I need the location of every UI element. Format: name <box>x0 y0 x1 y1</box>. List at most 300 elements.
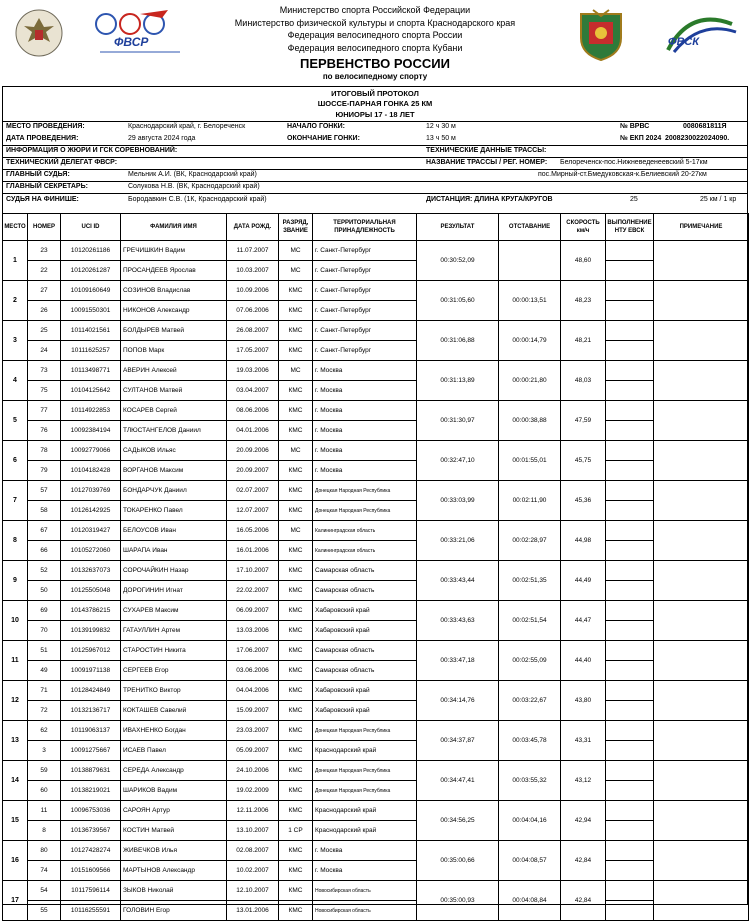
venue-label: МЕСТО ПРОВЕДЕНИЯ: <box>6 123 85 130</box>
name-cell: ПРОСАНДЕЕВ Ярослав <box>121 261 227 281</box>
uci-id-cell: 10091550301 <box>61 301 121 321</box>
name-cell: КОКТАШЕВ Савелий <box>121 701 227 721</box>
number-cell: 78 <box>28 441 61 461</box>
jury-label: ИНФОРМАЦИЯ О ЖЮРИ И ГСК СОРЕВНОВАНИЙ: <box>6 147 178 154</box>
number-cell: 76 <box>28 421 61 441</box>
dob-cell: 12.11.2006 <box>227 801 279 821</box>
dob-cell: 05.09.2007 <box>227 741 279 761</box>
name-cell: БЕЛОУСОВ Иван <box>121 521 227 541</box>
region-cell: г. Санкт-Петербург <box>313 321 417 341</box>
name-cell: АВЕРИН Алексей <box>121 361 227 381</box>
number-cell: 62 <box>28 721 61 741</box>
speed-cell: 43,12 <box>561 761 606 801</box>
gap-cell <box>499 241 561 281</box>
organizer-line: Федерация велосипедного спорта России <box>287 30 463 40</box>
uci-id-cell: 10120261186 <box>61 241 121 261</box>
track-name-value: Белореченск-пос.Нижневеденеевский 5-17км <box>560 159 708 166</box>
table-row <box>3 381 749 401</box>
place-cell: 16 <box>3 841 28 881</box>
vrvs-value: 0080681811Я <box>683 123 727 130</box>
table-row <box>3 281 749 301</box>
name-cell: ВОРГАНОВ Максим <box>121 461 227 481</box>
table-row <box>3 621 749 641</box>
distance-label: ДИСТАНЦИЯ: ДЛИНА КРУГА/КРУГОВ <box>426 196 553 203</box>
rank-cell: КМС <box>279 721 313 741</box>
speed-cell: 45,36 <box>561 481 606 521</box>
place-cell: 10 <box>3 601 28 641</box>
result-cell: 00:31:06,88 <box>417 321 499 361</box>
rank-cell: КМС <box>279 681 313 701</box>
table-row <box>3 321 749 341</box>
dob-cell: 17.10.2007 <box>227 561 279 581</box>
uci-id-cell: 10096753036 <box>61 801 121 821</box>
table-row <box>3 641 749 661</box>
place-cell: 1 <box>3 241 28 281</box>
dob-cell: 24.10.2006 <box>227 761 279 781</box>
uci-id-cell: 10128424849 <box>61 681 121 701</box>
region-cell: г. Москва <box>313 381 417 401</box>
region-cell: г. Москва <box>313 441 417 461</box>
gap-cell: 00:03:45,78 <box>499 721 561 761</box>
region-cell: г. Москва <box>313 401 417 421</box>
place-cell: 4 <box>3 361 28 401</box>
uci-id-cell: 10138879631 <box>61 761 121 781</box>
ntu-cell <box>606 781 654 801</box>
region-cell: г. Санкт-Петербург <box>313 281 417 301</box>
speed-cell: 42,94 <box>561 801 606 841</box>
number-cell: 59 <box>28 761 61 781</box>
name-cell: ЗЫКОВ Николай <box>121 881 227 901</box>
dob-cell: 10.09.2006 <box>227 281 279 301</box>
dob-cell: 13.01.2006 <box>227 901 279 921</box>
rank-cell: МС <box>279 241 313 261</box>
result-cell: 00:34:56,25 <box>417 801 499 841</box>
number-cell: 23 <box>28 241 61 261</box>
ntu-cell <box>606 881 654 901</box>
fvsr-logo-icon <box>80 10 190 54</box>
speed-cell: 44,98 <box>561 521 606 561</box>
dob-cell: 17.05.2007 <box>227 341 279 361</box>
result-cell: 00:33:03,99 <box>417 481 499 521</box>
name-cell: ИВАХНЕНКО Богдан <box>121 721 227 741</box>
rank-cell: КМС <box>279 561 313 581</box>
result-cell: 00:34:14,76 <box>417 681 499 721</box>
region-cell: Донецкая Народная Республика <box>313 481 417 501</box>
gap-cell: 00:03:55,32 <box>499 761 561 801</box>
uci-id-cell: 10116255591 <box>61 901 121 921</box>
rank-cell: КМС <box>279 601 313 621</box>
number-cell: 69 <box>28 601 61 621</box>
rank-cell: КМС <box>279 421 313 441</box>
divider <box>2 157 748 158</box>
name-cell: КОСАРЕВ Сергей <box>121 401 227 421</box>
number-cell: 75 <box>28 381 61 401</box>
ntu-cell <box>606 901 654 921</box>
number-cell: 57 <box>28 481 61 501</box>
divider <box>2 181 748 182</box>
number-cell: 77 <box>28 401 61 421</box>
note-cell <box>654 801 749 841</box>
ntu-cell <box>606 621 654 641</box>
place-cell: 6 <box>3 441 28 481</box>
name-cell: СОЗИНОВ Владислав <box>121 281 227 301</box>
table-row <box>3 561 749 581</box>
number-cell: 71 <box>28 681 61 701</box>
name-cell: ГАТАУЛЛИН Артем <box>121 621 227 641</box>
region-cell: Хабаровский край <box>313 681 417 701</box>
region-cell: Донецкая Народная Республика <box>313 761 417 781</box>
table-row <box>3 541 749 561</box>
name-cell: ТОКАРЕНКО Павел <box>121 501 227 521</box>
dob-cell: 19.02.2009 <box>227 781 279 801</box>
table-row <box>3 781 749 801</box>
number-cell: 80 <box>28 841 61 861</box>
note-cell <box>654 241 749 281</box>
note-cell <box>654 561 749 601</box>
number-cell: 66 <box>28 541 61 561</box>
organizer-line: Федерация велосипедного спорта Кубани <box>287 42 463 53</box>
col-result: РЕЗУЛЬТАТ <box>417 214 499 241</box>
date-value: 29 августа 2024 года <box>128 135 196 142</box>
dob-cell: 02.08.2007 <box>227 841 279 861</box>
name-cell: БОЛДЫРЕВ Матвей <box>121 321 227 341</box>
rank-cell: КМС <box>279 501 313 521</box>
place-cell: 9 <box>3 561 28 601</box>
place-cell: 14 <box>3 761 28 801</box>
table-row <box>3 821 749 841</box>
number-cell: 70 <box>28 621 61 641</box>
table-row <box>3 801 749 821</box>
place-cell: 17 <box>3 881 28 921</box>
result-cell: 00:31:30,97 <box>417 401 499 441</box>
divider <box>2 121 748 122</box>
start-label: НАЧАЛО ГОНКИ: <box>287 123 345 130</box>
rank-cell: КМС <box>279 861 313 881</box>
name-cell: ШАРАПА Иван <box>121 541 227 561</box>
ntu-cell <box>606 401 654 421</box>
rank-cell: КМС <box>279 381 313 401</box>
region-cell: Самарская область <box>313 581 417 601</box>
fvsr-logo-text: ФВСР <box>114 35 149 49</box>
name-cell: ТРЕНИТКО Виктор <box>121 681 227 701</box>
region-cell: Хабаровский край <box>313 601 417 621</box>
result-cell: 00:31:13,89 <box>417 361 499 401</box>
speed-cell: 45,75 <box>561 441 606 481</box>
gap-cell: 00:04:08,57 <box>499 841 561 881</box>
chief-judge-value: Мельник А.И. (ВК, Краснодарский край) <box>128 171 257 178</box>
uci-id-cell: 10138219021 <box>61 781 121 801</box>
region-cell: Новосибирская область <box>313 901 417 921</box>
ntu-cell <box>606 861 654 881</box>
ntu-cell <box>606 501 654 521</box>
ekp-value: 2008230022024090. <box>665 135 730 142</box>
name-cell: САРОЯН Артур <box>121 801 227 821</box>
table-row <box>3 261 749 281</box>
dob-cell: 13.10.2007 <box>227 821 279 841</box>
table-row <box>3 441 749 461</box>
rank-cell: КМС <box>279 661 313 681</box>
name-cell: НИКОНОВ Александр <box>121 301 227 321</box>
region-cell: г. Санкт-Петербург <box>313 241 417 261</box>
dob-cell: 17.06.2007 <box>227 641 279 661</box>
number-cell: 24 <box>28 341 61 361</box>
name-cell: САДЫКОВ Ильяс <box>121 441 227 461</box>
dob-cell: 19.03.2006 <box>227 361 279 381</box>
number-cell: 22 <box>28 261 61 281</box>
rank-cell: 1 СР <box>279 821 313 841</box>
col-uci-id: UCI ID <box>61 214 121 241</box>
finish-judge-label: СУДЬЯ НА ФИНИШЕ: <box>6 196 79 203</box>
ntu-cell <box>606 341 654 361</box>
dob-cell: 07.06.2006 <box>227 301 279 321</box>
number-cell: 79 <box>28 461 61 481</box>
uci-id-cell: 10105272060 <box>61 541 121 561</box>
result-cell: 00:35:00,66 <box>417 841 499 881</box>
col-place: МЕСТО <box>3 214 28 241</box>
dob-cell: 06.09.2007 <box>227 601 279 621</box>
dob-cell: 12.07.2007 <box>227 501 279 521</box>
name-cell: ДОРОГИНИН Игнат <box>121 581 227 601</box>
table-row <box>3 501 749 521</box>
region-cell: Хабаровский край <box>313 621 417 641</box>
region-cell: Хабаровский край <box>313 701 417 721</box>
note-cell <box>654 601 749 641</box>
place-cell: 15 <box>3 801 28 841</box>
table-row <box>3 241 749 261</box>
note-cell <box>654 281 749 321</box>
name-cell: СОРОЧАЙКИН Назар <box>121 561 227 581</box>
rank-cell: КМС <box>279 401 313 421</box>
ntu-cell <box>606 641 654 661</box>
result-cell: 00:33:21,06 <box>417 521 499 561</box>
finish-judge-value: Бородавкин С.В. (1К, Краснодарский край) <box>128 196 267 203</box>
organizers <box>185 4 565 54</box>
name-cell: СУЛТАНОВ Матвей <box>121 381 227 401</box>
place-cell: 13 <box>3 721 28 761</box>
rank-cell: КМС <box>279 281 313 301</box>
rank-cell: КМС <box>279 321 313 341</box>
gap-cell: 00:00:21,80 <box>499 361 561 401</box>
ntu-cell <box>606 741 654 761</box>
protocol-title: ИТОГОВЫЙ ПРОТОКОЛ <box>331 89 419 98</box>
uci-id-cell: 10117596114 <box>61 881 121 901</box>
dob-cell: 20.09.2006 <box>227 441 279 461</box>
place-cell: 2 <box>3 281 28 321</box>
region-cell: Самарская область <box>313 661 417 681</box>
ekp-label: № ЕКП 2024 <box>620 135 662 142</box>
dob-cell: 15.09.2007 <box>227 701 279 721</box>
gap-cell: 00:00:13,51 <box>499 281 561 321</box>
rank-cell: КМС <box>279 801 313 821</box>
table-row <box>3 701 749 721</box>
ntu-cell <box>606 381 654 401</box>
dob-cell: 04.01.2006 <box>227 421 279 441</box>
region-cell: г. Санкт-Петербург <box>313 261 417 281</box>
speed-cell: 44,40 <box>561 641 606 681</box>
organizer-line: Министерство физической культуры и спорта Краснодарского края <box>234 17 516 28</box>
region-cell: Самарская область <box>313 561 417 581</box>
number-cell: 26 <box>28 301 61 321</box>
result-cell: 00:33:43,44 <box>417 561 499 601</box>
ntu-cell <box>606 681 654 701</box>
distance-value: 25 км / 1 кр <box>700 196 737 203</box>
region-cell: Самарская область <box>313 641 417 661</box>
note-cell <box>654 641 749 681</box>
number-cell: 74 <box>28 861 61 881</box>
table-row <box>3 721 749 741</box>
rank-cell: КМС <box>279 581 313 601</box>
note-cell <box>654 841 749 881</box>
uci-id-cell: 10119063137 <box>61 721 121 741</box>
region-cell: Донецкая Народная Республика <box>313 501 417 521</box>
region-cell: Краснодарский край <box>313 801 417 821</box>
ntu-cell <box>606 361 654 381</box>
ntu-cell <box>606 661 654 681</box>
table-row <box>3 401 749 421</box>
region-cell: Калининградская область <box>313 541 417 561</box>
uci-id-cell: 10113498771 <box>61 361 121 381</box>
chief-judge-label: ГЛАВНЫЙ СУДЬЯ: <box>6 171 70 178</box>
uci-id-cell: 10114021561 <box>61 321 121 341</box>
name-cell: СЕРГЕЕВ Егор <box>121 661 227 681</box>
name-cell: ГРЕЧИШКИН Вадим <box>121 241 227 261</box>
rank-cell: КМС <box>279 741 313 761</box>
uci-id-cell: 10139199832 <box>61 621 121 641</box>
dob-cell: 10.02.2007 <box>227 861 279 881</box>
name-cell: КОСТИН Матвей <box>121 821 227 841</box>
region-cell: Донецкая Народная Республика <box>313 781 417 801</box>
speed-cell: 44,47 <box>561 601 606 641</box>
number-cell: 8 <box>28 821 61 841</box>
table-row <box>3 661 749 681</box>
gap-cell: 00:02:51,35 <box>499 561 561 601</box>
table-row <box>3 681 749 701</box>
end-value: 13 ч 50 м <box>426 135 456 142</box>
number-cell: 25 <box>28 321 61 341</box>
note-cell <box>654 881 749 921</box>
kuban-coat-of-arms-icon <box>575 8 627 62</box>
rank-cell: КМС <box>279 541 313 561</box>
uci-id-cell: 10132637073 <box>61 561 121 581</box>
result-cell: 00:35:00,93 <box>417 881 499 921</box>
number-cell: 27 <box>28 281 61 301</box>
tech-label: ТЕХНИЧЕСКИЕ ДАННЫЕ ТРАССЫ: <box>426 147 547 154</box>
dob-cell: 23.03.2007 <box>227 721 279 741</box>
table-row <box>3 521 749 541</box>
ntu-cell <box>606 481 654 501</box>
gap-cell: 00:04:08,84 <box>499 881 561 921</box>
col-number: НОМЕР <box>28 214 61 241</box>
uci-id-cell: 10125967012 <box>61 641 121 661</box>
uci-id-cell: 10136739567 <box>61 821 121 841</box>
result-cell: 00:32:47,10 <box>417 441 499 481</box>
table-row <box>3 741 749 761</box>
region-cell: Краснодарский край <box>313 741 417 761</box>
note-cell <box>654 521 749 561</box>
venue-value: Краснодарский край, г. Белореченск <box>128 123 246 130</box>
speed-cell: 43,31 <box>561 721 606 761</box>
col-rank: РАЗРЯД, ЗВАНИЕ <box>279 214 313 241</box>
region-cell: г. Санкт-Петербург <box>313 301 417 321</box>
gap-cell: 00:03:22,67 <box>499 681 561 721</box>
speed-cell: 42,84 <box>561 881 606 921</box>
number-cell: 60 <box>28 781 61 801</box>
results-table <box>2 213 749 921</box>
championship-subtitle: по велосипедному спорту <box>322 72 428 81</box>
track-name-label: НАЗВАНИЕ ТРАССЫ / РЕГ. НОМЕР: <box>426 159 548 166</box>
uci-id-cell: 10127428274 <box>61 841 121 861</box>
note-cell <box>654 361 749 401</box>
ntu-cell <box>606 321 654 341</box>
result-cell: 00:33:47,18 <box>417 641 499 681</box>
region-cell: г. Москва <box>313 361 417 381</box>
number-cell: 51 <box>28 641 61 661</box>
date-label: ДАТА ПРОВЕДЕНИЯ: <box>6 135 79 142</box>
name-cell: ЖИВЕЧКОВ Илья <box>121 841 227 861</box>
rank-cell: МС <box>279 361 313 381</box>
number-cell: 73 <box>28 361 61 381</box>
dob-cell: 16.01.2006 <box>227 541 279 561</box>
uci-id-cell: 10126142925 <box>61 501 121 521</box>
table-row <box>3 601 749 621</box>
name-cell: ИСАЕВ Павел <box>121 741 227 761</box>
col-ntu: ВЫПОЛНЕНИЕ НТУ ЕВСК <box>606 214 654 241</box>
place-cell: 12 <box>3 681 28 721</box>
divider <box>2 145 748 146</box>
speed-cell: 48,03 <box>561 361 606 401</box>
ntu-cell <box>606 521 654 541</box>
ntu-cell <box>606 561 654 581</box>
uci-id-cell: 10092384194 <box>61 421 121 441</box>
rank-cell: КМС <box>279 901 313 921</box>
number-cell: 67 <box>28 521 61 541</box>
table-row <box>3 301 749 321</box>
place-cell: 8 <box>3 521 28 561</box>
table-row <box>3 461 749 481</box>
end-label: ОКОНЧАНИЕ ГОНКИ: <box>287 135 360 142</box>
dob-cell: 02.07.2007 <box>227 481 279 501</box>
number-cell: 11 <box>28 801 61 821</box>
uci-id-cell: 10132136717 <box>61 701 121 721</box>
gap-cell: 00:00:38,88 <box>499 401 561 441</box>
table-row <box>3 581 749 601</box>
gap-cell: 00:02:11,90 <box>499 481 561 521</box>
ntu-cell <box>606 461 654 481</box>
table-row <box>3 481 749 501</box>
uci-id-cell: 10091971138 <box>61 661 121 681</box>
dob-cell: 13.03.2006 <box>227 621 279 641</box>
ntu-cell <box>606 421 654 441</box>
table-row <box>3 841 749 861</box>
table-header-row <box>3 214 749 241</box>
name-cell: СТАРОСТИН Никита <box>121 641 227 661</box>
col-region: ТЕРРИТОРИАЛЬНАЯ ПРИНАДЛЕЖНОСТЬ <box>313 214 417 241</box>
place-cell: 5 <box>3 401 28 441</box>
gap-cell: 00:02:51,54 <box>499 601 561 641</box>
rank-cell: МС <box>279 261 313 281</box>
col-name: ФАМИЛИЯ ИМЯ <box>121 214 227 241</box>
uci-id-cell: 10092779066 <box>61 441 121 461</box>
ntu-cell <box>606 261 654 281</box>
dob-cell: 03.06.2006 <box>227 661 279 681</box>
region-cell: Калининградская область <box>313 521 417 541</box>
dob-cell: 11.07.2007 <box>227 241 279 261</box>
note-cell <box>654 721 749 761</box>
name-cell: СЕРЕДА Александр <box>121 761 227 781</box>
ntu-cell <box>606 721 654 741</box>
fvsk-logo-text: ФВСК <box>668 36 699 48</box>
rank-cell: КМС <box>279 481 313 501</box>
